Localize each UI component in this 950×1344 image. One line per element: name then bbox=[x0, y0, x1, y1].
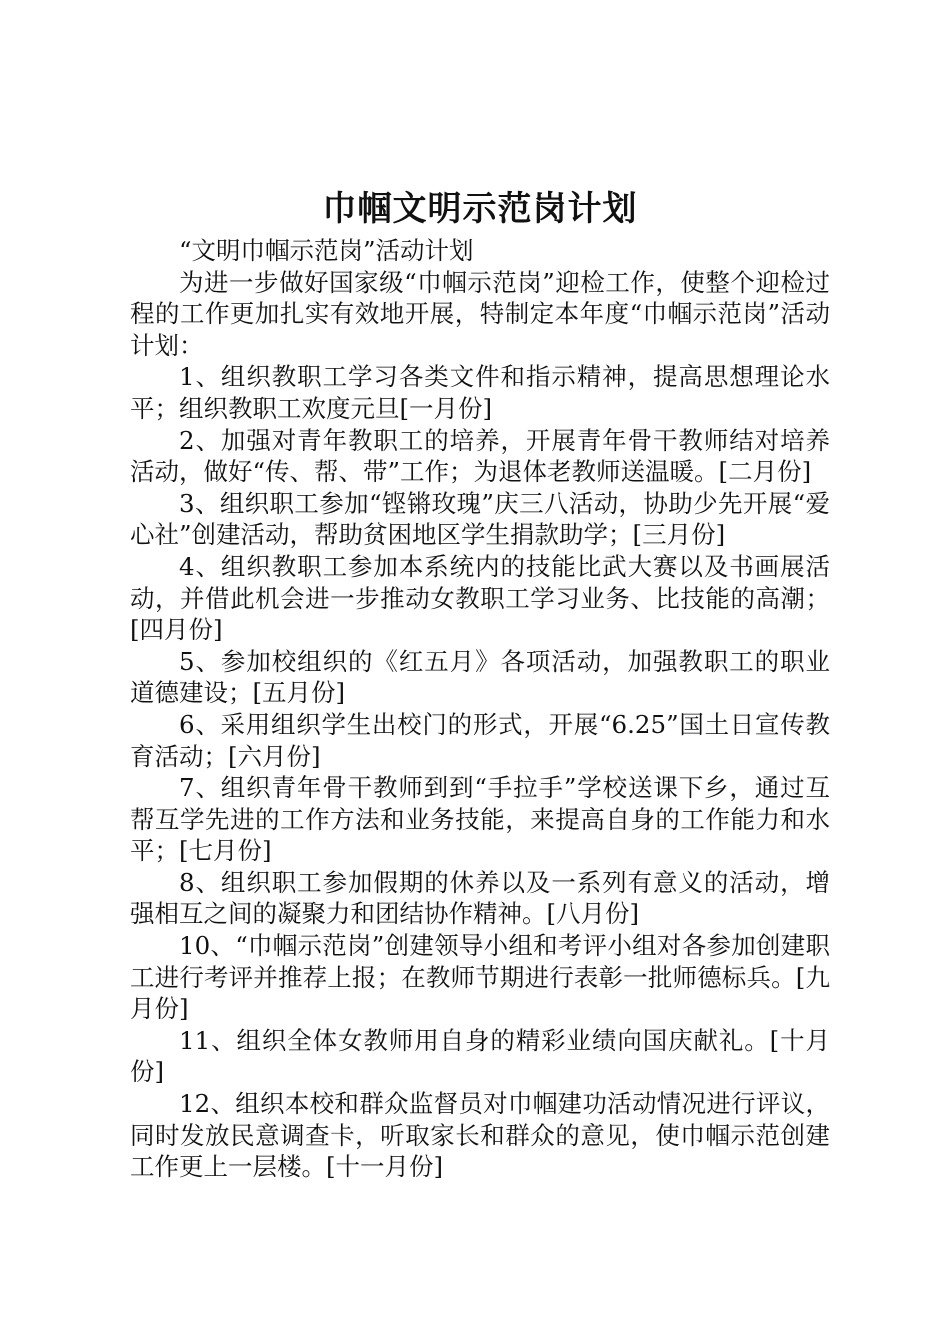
plan-heading: “文明巾帼示范岗”活动计划 bbox=[179, 236, 474, 265]
document-title: 巾帼文明示范岗计划 bbox=[322, 189, 638, 229]
plan-item-november: 12、组织本校和群众监督员对巾帼建功活动情况进行评议，同时发放民意调查卡，听取家长和群众的意见，使巾帼示范创建工作更上一层楼。[十一月份] bbox=[130, 1089, 830, 1182]
plan-item-october: 11、组织全体女教师用自身的精彩业绩向国庆献礼。[十月份] bbox=[130, 1025, 830, 1087]
document-body bbox=[130, 235, 830, 1183]
plan-item-may: 5、参加校组织的《红五月》各项活动，加强教职工的职业道德建设；[五月份] bbox=[130, 646, 830, 708]
intro-paragraph: 为进一步做好国家级“巾帼示范岗”迎检工作，使整个迎检过程的工作更加扎实有效地开展，特制定本年度“巾帼示范岗”活动计划： bbox=[130, 267, 830, 360]
plan-item-january: 1、组织教职工学习各类文件和指示精神，提高思想理论水平；组织教职工欢度元旦[一月份] bbox=[130, 362, 830, 423]
plan-item-july: 7、组织青年骨干教师到到“手拉手”学校送课下乡，通过互帮互学先进的工作方法和业务技能，来提高自身的工作能力和水平；[七月份] bbox=[130, 773, 830, 866]
plan-item-february: 2、加强对青年教职工的培养，开展青年骨干教师结对培养活动，做好“传、帮、带”工作；为退体老教师送温暖。[二月份] bbox=[130, 425, 830, 487]
plan-item-september: 10、“巾帼示范岗”创建领导小组和考评小组对各参加创建职工进行考评并推荐上报；在教师节期进行表彰一批师德标兵。[九月份] bbox=[130, 931, 830, 1024]
plan-item-june: 6、采用组织学生出校门的形式，开展“6.25”国土日宣传教育活动；[六月份] bbox=[130, 709, 830, 771]
plan-item-april: 4、组织教职工参加本系统内的技能比武大赛以及书画展活动，并借此机会进一步推动女教职工学习业务、比技能的高潮；[四月份] bbox=[130, 551, 830, 645]
plan-item-march: 3、组织职工参加“铿锵玫瑰”庆三八活动，协助少先开展“爱心社”创建活动，帮助贫困地区学生捐款助学；[三月份] bbox=[130, 488, 830, 550]
plan-item-august: 8、组织职工参加假期的休养以及一系列有意义的活动，增强相互之间的凝聚力和团结协作精神。[八月份] bbox=[130, 867, 830, 929]
